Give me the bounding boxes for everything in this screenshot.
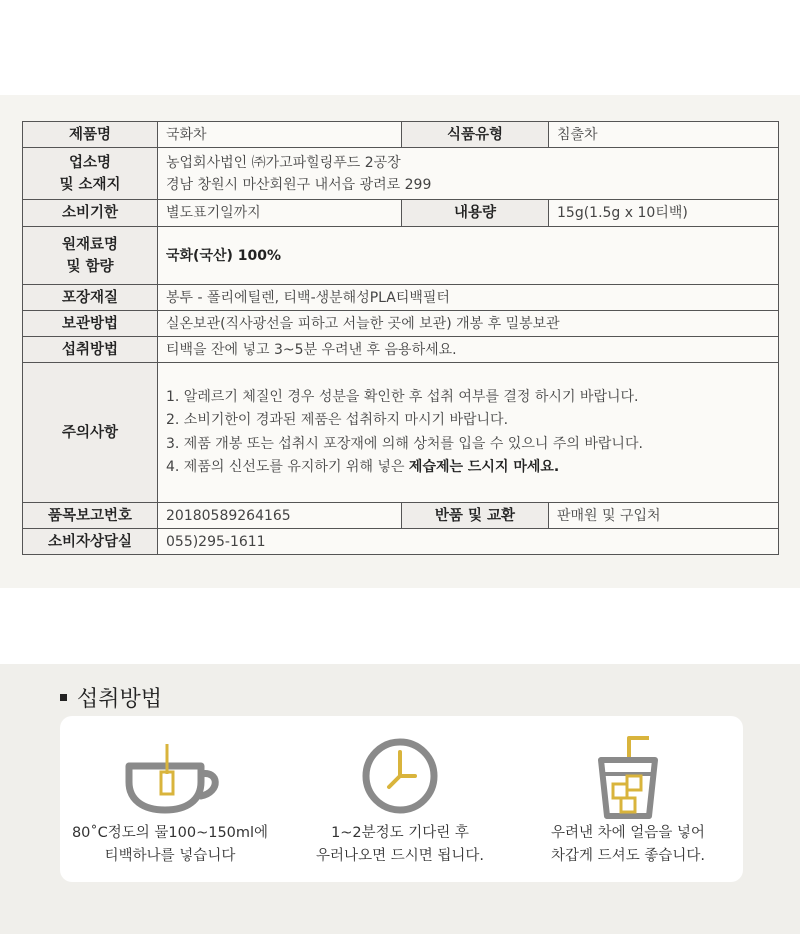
howto-section-title (60, 682, 162, 713)
table-row (23, 311, 779, 337)
ingredients-label-line: 및 함량 (66, 258, 114, 275)
packaging-label: 포장재질 (23, 285, 158, 311)
howto-step-1 (60, 716, 280, 882)
storage-label: 보관방법 (23, 311, 158, 337)
table-row (23, 227, 779, 285)
company-label-line: 및 소재지 (59, 176, 121, 193)
howto-card (60, 716, 743, 882)
caption-line: 80˚C정도의 물100~150ml에 (71, 825, 269, 841)
intake-label: 섭취방법 (23, 337, 158, 363)
howto-step-caption (518, 822, 738, 868)
expiry-label: 소비기한 (23, 200, 158, 227)
caption-line: 차갑게 드셔도 좋습니다. (551, 848, 705, 864)
company-label-line: 업소명 (68, 154, 112, 171)
tea-cup-icon (115, 730, 225, 820)
ingredients-label-line: 원재료명 (61, 236, 119, 253)
food-type-value: 침출차 (549, 122, 779, 148)
company-name: 농업회사법인 ㈜가고파힐링푸드 2공장 (166, 154, 401, 171)
table-row (23, 503, 779, 529)
packaging-value: 봉투 - 폴리에틸렌, 티백-생분해성PLA티백필터 (158, 285, 779, 311)
caution-item-text: 4. 제품의 신선도를 유지하기 위해 넣은 (166, 459, 409, 475)
caption-line: 우러나오면 드시면 됩니다. (316, 848, 484, 864)
intake-value: 티백을 잔에 넣고 3~5분 우려낸 후 음용하세요. (158, 337, 779, 363)
caution-item-emphasis: 제습제는 드시지 마세요. (408, 459, 560, 475)
caution-item: 1. 알레르기 체질인 경우 성분을 확인한 후 섭취 여부를 결정 하시기 바랍니다. (166, 388, 639, 405)
howto-step-3 (518, 716, 738, 882)
table-row (23, 363, 779, 503)
table-row (23, 285, 779, 311)
iced-drink-icon (583, 730, 673, 822)
return-label: 반품 및 교환 (402, 503, 549, 529)
howto-step-2 (290, 716, 510, 882)
clock-icon (355, 730, 445, 820)
company-value (158, 148, 779, 200)
caption-line: 1~2분정도 기다린 후 (331, 825, 469, 841)
table-row (23, 148, 779, 200)
return-value: 판매원 및 구입처 (549, 503, 779, 529)
table-row (23, 122, 779, 148)
volume-value: 15g(1.5g x 10티백) (549, 200, 779, 227)
ingredients-label (23, 227, 158, 285)
howto-title-text: 섭취방법 (77, 687, 163, 712)
howto-step-caption (60, 822, 280, 868)
table-row (23, 337, 779, 363)
expiry-value: 별도표기일까지 (158, 200, 402, 227)
caution-label: 주의사항 (23, 363, 158, 503)
square-bullet-icon (60, 694, 67, 701)
volume-label: 내용량 (402, 200, 549, 227)
ingredients-value: 국화(국산) 100% (158, 227, 779, 285)
caution-item (166, 456, 770, 480)
food-type-label: 식품유형 (402, 122, 549, 148)
consult-label: 소비자상담실 (23, 529, 158, 555)
consult-phone: 055)295-1611 (158, 529, 779, 555)
table-row (23, 529, 779, 555)
caution-item: 3. 제품 개봉 또는 섭취시 포장재에 의해 상처를 입을 수 있으니 주의 바랍니다. (166, 435, 643, 452)
howto-step-caption (290, 822, 510, 868)
company-address: 경남 창원시 마산회원구 내서읍 광려로 299 (166, 176, 432, 193)
caution-item: 2. 소비기한이 경과된 제품은 섭취하지 마시기 바랍니다. (166, 412, 509, 428)
product-info-table (22, 121, 779, 555)
caption-line: 우려낸 차에 얼음을 넣어 (551, 825, 705, 841)
storage-value: 실온보관(직사광선을 피하고 서늘한 곳에 보관) 개봉 후 밀봉보관 (158, 311, 779, 337)
product-name-value: 국화차 (158, 122, 402, 148)
company-label (23, 148, 158, 200)
caution-value (158, 363, 779, 503)
report-number-value: 20180589264165 (158, 503, 402, 529)
product-name-label: 제품명 (23, 122, 158, 148)
caption-line: 티백하나를 넣습니다 (104, 848, 236, 864)
report-number-label: 품목보고번호 (23, 503, 158, 529)
table-row (23, 200, 779, 227)
